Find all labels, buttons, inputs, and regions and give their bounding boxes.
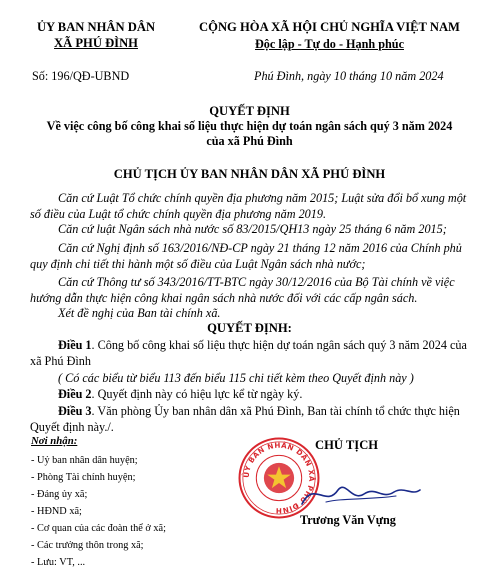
org-name: ỦY BAN NHÂN DÂN <box>36 20 156 34</box>
article-note <box>30 370 468 386</box>
article-label: Điều 1 <box>58 338 92 352</box>
motto: Độc lập - Tự do - Hạnh phúc <box>255 37 404 51</box>
article-text: . Công bố công khai số liệu thực hiện dự toán ngân sách quý 3 năm 2024 của xã Phú Đình <box>30 338 467 368</box>
signer-position: CHỦ TỊCH <box>315 438 379 452</box>
decision-heading: QUYẾT ĐỊNH: <box>207 321 292 335</box>
document-number: Số: 196/QĐ-UBND <box>32 69 130 83</box>
org-unit: XÃ PHÚ ĐÌNH <box>54 36 138 50</box>
seal-text: ỦY BAN NHÂN DÂN XÃ PHÚ ĐÌNH <box>241 440 317 516</box>
preamble-item: Căn cứ Nghị định số 163/2016/NĐ-CP ngày 21 tháng 12 năm 2016 của Chính phủ quy định chi tiết thi hành một số điều của Luật Ngân sách nhà nước; <box>30 241 462 271</box>
subject-line-1: Về việc công bố công khai số liệu thực hiện dự toán ngân sách quý 3 năm 2024 <box>46 119 453 133</box>
recipient-item: - Uỷ ban nhân dân huyện; <box>31 455 138 466</box>
document-type: QUYẾT ĐỊNH <box>209 104 290 118</box>
subject-line-2: của xã Phú Đình <box>206 134 293 148</box>
place-date: Phú Đình, ngày 10 tháng 10 năm 2024 <box>254 69 444 83</box>
article-3 <box>30 403 468 435</box>
recipient-item: - Lưu: VT, ... <box>31 557 86 568</box>
recipient-item: - Các trưởng thôn trong xã; <box>31 540 144 551</box>
preamble-item: Xét đề nghị của Ban tài chính xã. <box>58 306 221 320</box>
signature-scribble-icon <box>296 474 426 514</box>
authority-heading: CHỦ TỊCH ỦY BAN NHÂN DÂN XÃ PHÚ ĐÌNH <box>113 167 386 181</box>
article-2 <box>30 386 468 402</box>
article-label: Điều 2 <box>58 387 92 401</box>
recipients-title: Nơi nhận: <box>31 435 78 447</box>
nation-title: CỘNG HÒA XÃ HỘI CHỦ NGHĨA VIỆT NAM <box>199 20 460 34</box>
article-text: . Văn phòng Ủy ban nhân dân xã Phú Đình, Ban tài chính tổ chức thực hiện Quyết định này./. <box>30 404 460 434</box>
article-text: ( Có các biểu từ biểu 113 đến biểu 115 chi tiết kèm theo Quyết định này ) <box>58 371 414 385</box>
recipient-item: - HĐND xã; <box>31 506 82 517</box>
preamble-item: Căn cứ Luật Tổ chức chính quyền địa phương năm 2015; Luật sửa đổi bổ xung một số điều của Luật tổ chức chính quyền địa phương năm 2019. <box>30 191 467 221</box>
article-label: Điều 3 <box>58 404 92 418</box>
recipient-item: - Phòng Tài chính huyện; <box>31 472 136 483</box>
recipient-item: - Đảng ủy xã; <box>31 489 88 500</box>
article-text: . Quyết định này có hiệu lực kể từ ngày ký. <box>91 387 303 401</box>
preamble-item: Căn cứ Thông tư số 343/2016/TT-BTC ngày 30/12/2016 của Bộ Tài chính về việc hướng dẫn thực hiện công khai ngân sách nhà nước đối với các cấp ngân sách. <box>30 275 455 305</box>
preamble-item: Căn cứ luật Ngân sách nhà nước số 83/2015/QH13 ngày 25 tháng 6 năm 2015; <box>58 222 447 236</box>
recipient-item: - Cơ quan của các đoàn thể ở xã; <box>31 523 166 534</box>
article-1 <box>30 337 468 369</box>
signer-name: Trương Văn Vựng <box>300 513 396 527</box>
